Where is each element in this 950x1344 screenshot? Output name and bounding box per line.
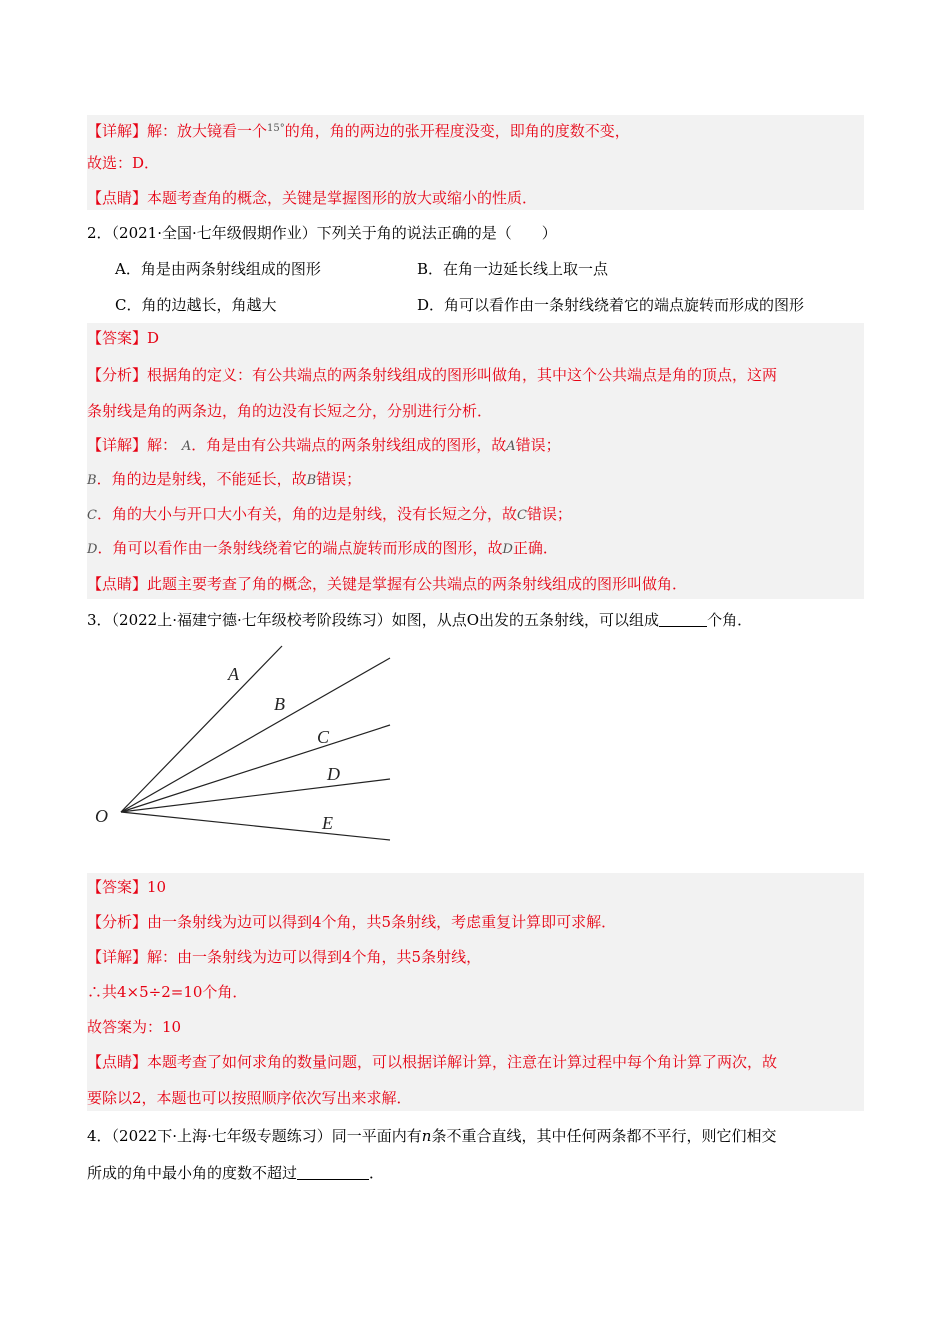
q2-detail-d: D．角可以看作由一条射线绕着它的端点旋转而形成的图形，故D正确．: [87, 539, 558, 557]
q2-detail-c: C．角的大小与开口大小有关，角的边是射线，没有长短之分，故C错误；: [87, 505, 572, 523]
q1-detail-line: 【详解】解：放大镜看一个$^{15^\circ}$的角，角的两边的张开程度没变，即角的度数不变，: [87, 122, 630, 140]
q2-option-b: B．在角一边延长线上取一点: [417, 260, 609, 278]
q4-stem-line-2: 所成的角中最小角的度数不超过 ．: [87, 1164, 385, 1182]
q3-detail-line: 【详解】解：由一条射线为边可以得到4个角，共5条射线，: [87, 948, 482, 966]
ray-ob: [121, 658, 390, 812]
ray-oc: [121, 725, 390, 812]
q3-final-line: 故答案为：10: [87, 1018, 182, 1036]
q2-analysis-line-1: 【分析】根据角的定义：有公共端点的两条射线组成的图形叫做角，其中这个公共端点是角的顶点，这两: [87, 366, 778, 384]
label-o: O: [95, 806, 108, 826]
label-d: D: [327, 764, 340, 784]
q2-detail-a: 【详解】解： A．角是由有公共端点的两条射线组成的图形，故A错误；: [87, 436, 561, 454]
q3-answer-blank: [659, 612, 707, 627]
q3-solution-block: [87, 873, 864, 1111]
q3-tip-line-2: 要除以2，本题也可以按照顺序依次写出来求解．: [87, 1089, 412, 1107]
q2-option-d: D．角可以看作由一条射线绕着它的端点旋转而形成的图形: [417, 296, 805, 314]
ray-oe: [121, 812, 390, 840]
q1-solution-block: [87, 115, 864, 210]
label-c: C: [317, 727, 330, 747]
q1-tip-line: 【点睛】本题考查角的概念，关键是掌握图形的放大或缩小的性质．: [87, 189, 538, 207]
q4-answer-blank: [297, 1165, 369, 1180]
label-a: A: [228, 664, 239, 684]
ray-od: [121, 779, 390, 812]
q2-tip-line: 【点睛】此题主要考查了角的概念，关键是掌握有公共端点的两条射线组成的图形叫做角．: [87, 575, 688, 593]
q3-analysis-line: 【分析】由一条射线为边可以得到4个角，共5条射线，考虑重复计算即可求解．: [87, 913, 617, 931]
ray-oa: [121, 646, 282, 812]
rays-figure: [93, 640, 403, 850]
q4-stem-line-1: 4．（2022下·上海·七年级专题练习）同一平面内有n条不重合直线，其中任何两条都不平行，则它们相交: [87, 1127, 777, 1145]
q2-detail-b: B．角的边是射线，不能延长，故B错误；: [87, 470, 362, 488]
q2-option-c: C．角的边越长，角越大: [115, 296, 277, 314]
q2-stem: 2．（2021·全国·七年级假期作业）下列关于角的说法正确的是（ ）: [87, 224, 557, 242]
label-e: E: [322, 813, 333, 833]
q2-solution-block: [87, 323, 864, 599]
q2-option-a: A．角是由两条射线组成的图形: [115, 260, 321, 278]
q3-answer-line: 【答案】10: [87, 878, 167, 896]
label-b: B: [274, 694, 285, 714]
q2-answer-line: 【答案】D: [87, 329, 160, 347]
q2-analysis-line-2: 条射线是角的两条边，角的边没有长短之分，分别进行分析．: [87, 402, 493, 420]
q1-choice-line: 故选：D．: [87, 154, 160, 172]
q3-calc-line: ∴共4×5÷2=10个角．: [87, 983, 248, 1001]
q3-stem: 3．（2022上·福建宁德·七年级校考阶段练习）如图，从点O出发的五条射线，可以组成 个角．: [87, 611, 753, 629]
q3-tip-line-1: 【点睛】本题考查了如何求角的数量问题，可以根据详解计算，注意在计算过程中每个角计算了两次，故: [87, 1053, 778, 1071]
